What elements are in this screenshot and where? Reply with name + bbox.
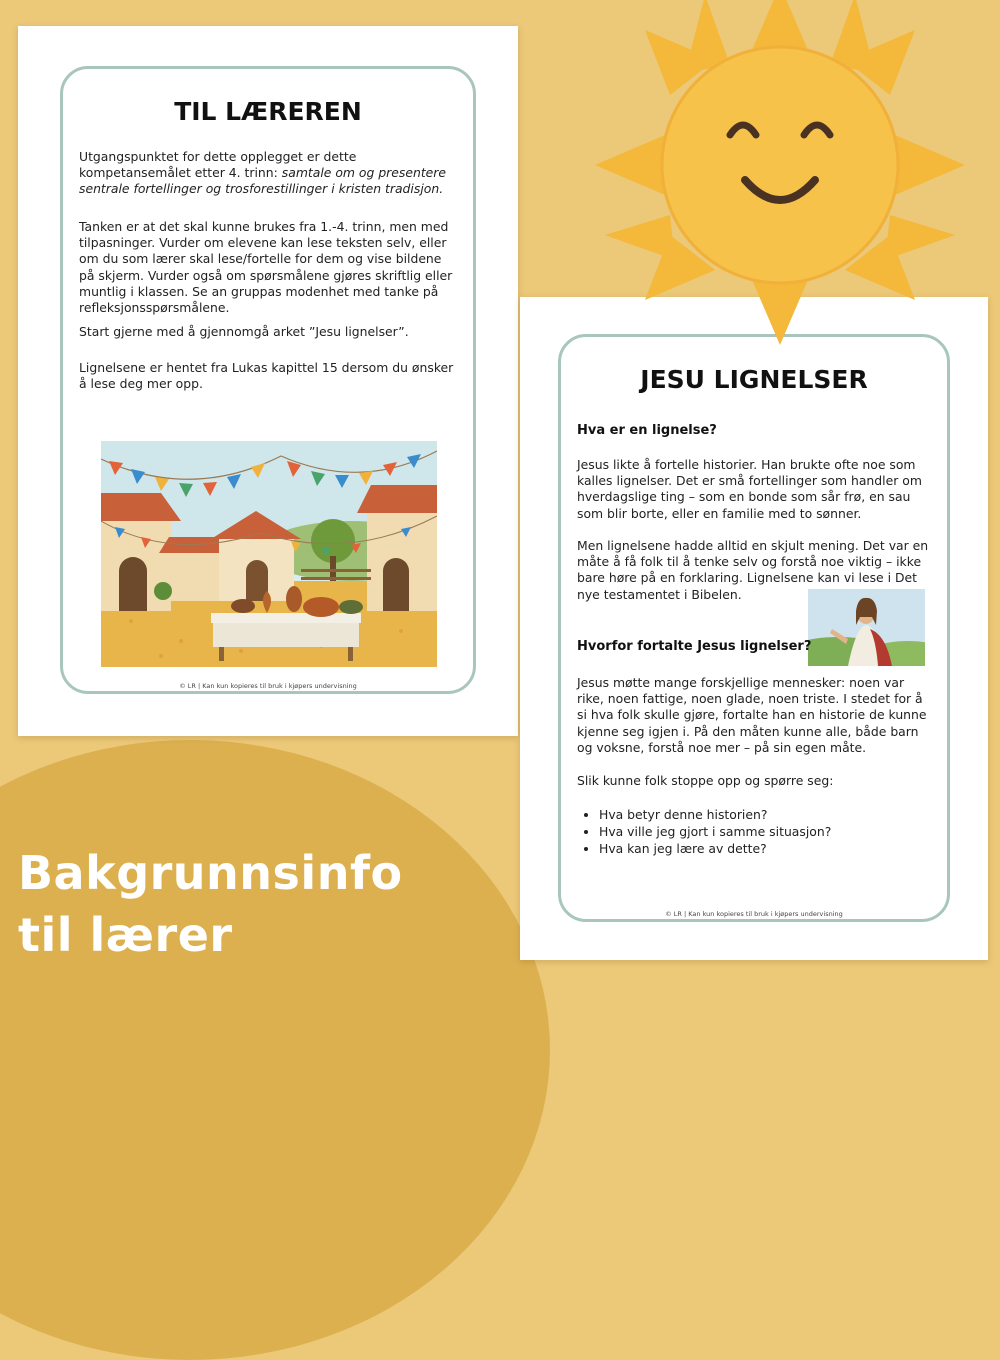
page-title: JESU LIGNELSER [640, 365, 868, 394]
section-heading: Hvorfor fortalte Jesus lignelser? [577, 639, 812, 654]
jesus-illustration [808, 589, 925, 666]
banner-line-2: til lærer [18, 908, 233, 962]
page-frame [558, 334, 950, 922]
background-blob [0, 740, 550, 1360]
list-item: • Hva ville jeg gjort i samme situasjon? [599, 823, 939, 840]
list-item: • Hva kan jeg lære av dette? [599, 840, 939, 857]
section-heading: Hva er en lignelse? [577, 423, 717, 438]
competence-goal-text: samtale om og presentere sentrale fortellinger og trosforestillinger i kristen tradisjon. [79, 165, 447, 197]
banner-title [18, 842, 403, 966]
paragraph: Men lignelsene hadde alltid en skjult mening. Det var en måte å få folk til å tenke selv og forstå noe viktig – ikke bare høre på en forklaring. Lignelsene kan vi lese i Det nye testamentet i Bibelen. [577, 538, 929, 602]
page-footer: © LR | Kan kun kopieres til bruk i kjøpers undervisning [665, 910, 843, 918]
intro-paragraph [79, 149, 459, 198]
intro-text: Utgangspunktet for dette opplegget er dette kompetansemålet etter 4. trinn: [79, 149, 357, 181]
question-list [579, 806, 939, 857]
page-til-laereren [18, 26, 518, 736]
banner-line-1: Bakgrunnsinfo [18, 846, 403, 900]
village-feast-illustration [101, 441, 437, 667]
paragraph: Slik kunne folk stoppe opp og spørre seg: [577, 773, 834, 788]
page-jesu-lignelser [520, 297, 988, 960]
sun-icon [575, 0, 985, 345]
paragraph: Jesus likte å fortelle historier. Han brukte ofte noe som kalles lignelser. Det er små fortellinger som handler om hverdagslige ting – som en bonde som sår frø, en sau som blir borte, eller en familie med to sønner. [577, 457, 922, 521]
source-paragraph: Lignelsene er hentet fra Lukas kapittel 15 dersom du ønsker å lese deg mer opp. [79, 360, 454, 392]
start-paragraph: Start gjerne med å gjennomgå arket ”Jesu lignelser”. [79, 324, 409, 339]
page-footer: © LR | Kan kun kopieres til bruk i kjøpers undervisning [179, 682, 357, 690]
paragraph: Jesus møtte mange forskjellige mennesker: noen var rike, noen fattige, noen glade, noen triste. I stedet for å si hva folk skulle gjøre, fortalte han en historie de kunne kjenne seg igjen i. På den måten kunne alle, både barn og voksne, forstå noe mer – på sin egen måte. [577, 675, 927, 755]
usage-paragraph: Tanken er at det skal kunne brukes fra 1.-4. trinn, men med tilpasninger. Vurder om elevene kan lese teksten selv, eller om du som lærer skal lese/fortelle for dem og vise bildene på skjerm. Vurder også om spørsmålene gjøres skriftlig eller muntlig i klassen. Se an gruppas modenhet med tanke på refleksjonsspørsmålene. [79, 219, 453, 316]
page-title: TIL LÆREREN [174, 97, 362, 126]
list-item: • Hva betyr denne historien? [599, 806, 939, 823]
page-frame [60, 66, 476, 694]
